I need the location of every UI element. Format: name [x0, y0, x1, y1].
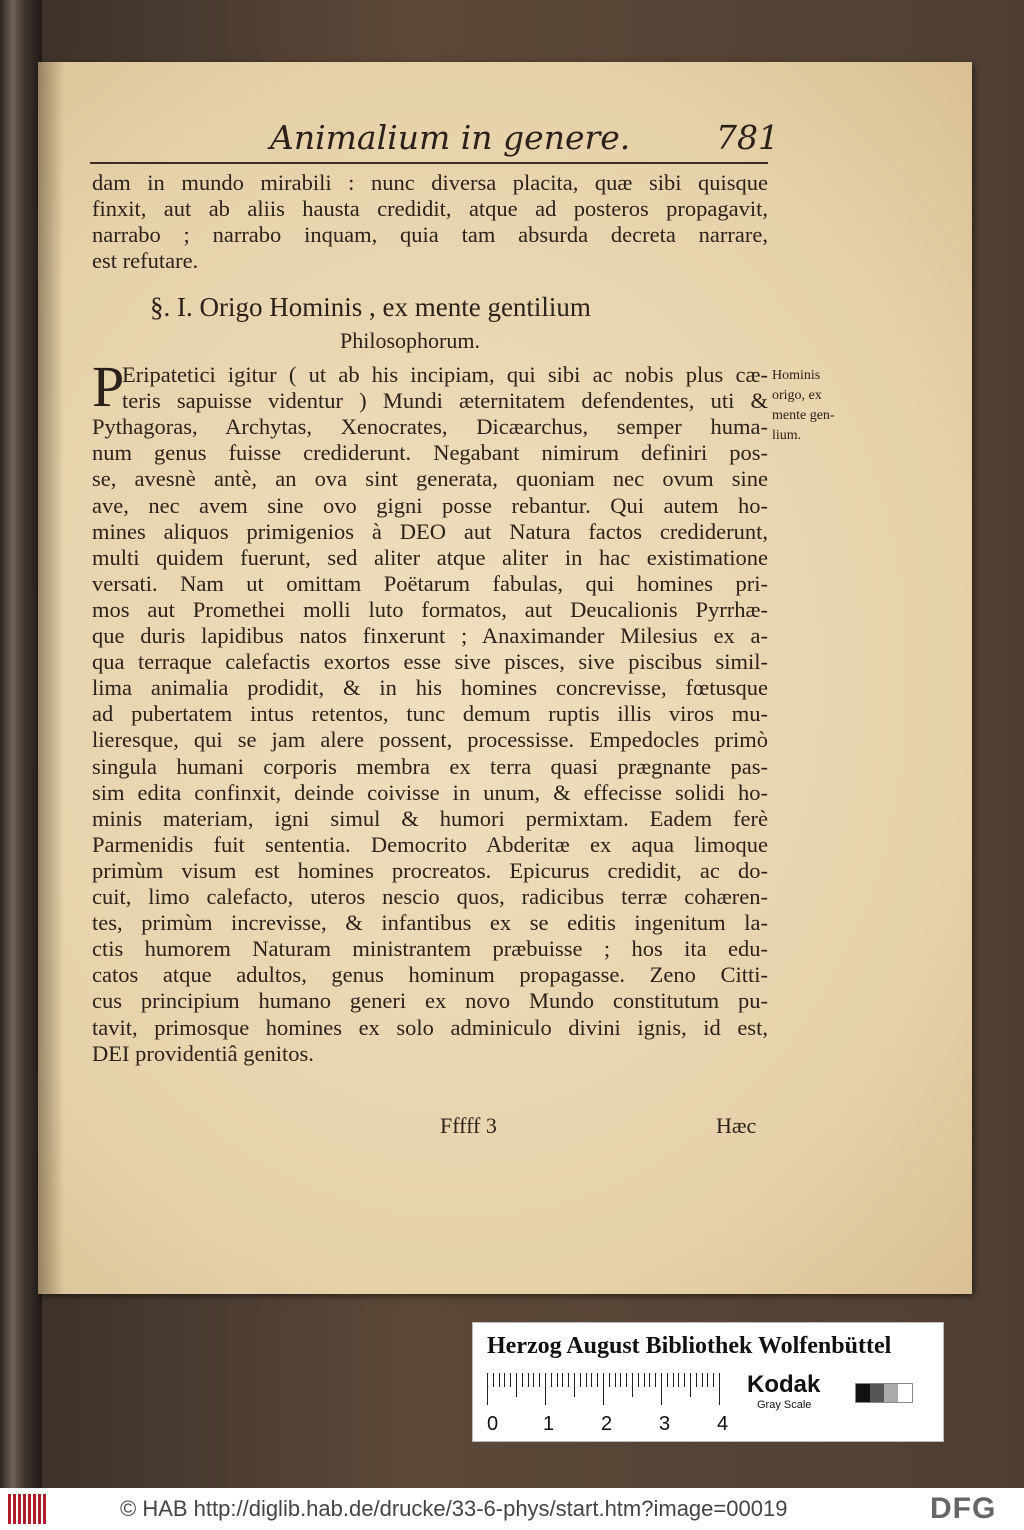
ruler-tick: [615, 1373, 616, 1387]
ruler-tick: [516, 1373, 517, 1397]
calibration-card: [472, 1322, 944, 1442]
ruler-tick: [568, 1373, 569, 1387]
ruler-tick: [510, 1373, 511, 1387]
ruler-tick: [696, 1373, 697, 1387]
body-line: num genus fuisse crediderunt. Negabant nimirum definiri pos-: [92, 440, 768, 466]
gray-scale-label: Gray Scale: [757, 1399, 812, 1411]
body-line: qua terraque calefactis exortos esse sive pisces, sive piscibus simil-: [92, 649, 768, 675]
body-line: se, avesnè antè, an ova sint generata, quoniam nec ovum sine: [92, 466, 768, 492]
body-line: mines aliquos primigenios à DEO aut Natura factos crediderunt,: [92, 518, 768, 544]
hab-logo-bar: [33, 1494, 36, 1524]
ruler-tick: [586, 1373, 587, 1387]
body-line: ctis humorem Naturam ministrantem præbuisse ; hos ita edu-: [92, 936, 768, 962]
body-line: tavit, primosque homines ex solo adminiculo divini ignis, id est,: [92, 1014, 768, 1040]
gray-swatch: [870, 1384, 884, 1402]
ruler-tick: [591, 1373, 592, 1387]
body-line: ad pubertatem intus retentos, tunc demum ruptis illis viros mu-: [92, 701, 768, 727]
body-line: tes, primùm increvisse, & infantibus ex se editis ingenitum la-: [92, 910, 768, 936]
intro-line: finxit, aut ab aliis hausta credidit, atque ad posteros propagavit,: [92, 196, 768, 221]
body-line: lieresque, qui se jam alere possent, processisse. Empedocles primò: [92, 727, 768, 753]
ruler-tick: [562, 1373, 563, 1387]
ruler-tick: [539, 1373, 540, 1387]
ruler-number: 0: [487, 1413, 499, 1435]
body-line: cus principium humano generi ex novo Mundo constitutum pu-: [92, 988, 768, 1014]
ruler-tick: [557, 1373, 558, 1387]
ruler-tick: [609, 1373, 610, 1387]
gray-swatch: [898, 1384, 912, 1402]
ruler-number: 2: [601, 1413, 613, 1435]
hab-logo-bar: [28, 1494, 31, 1524]
ruler-tick: [707, 1373, 708, 1387]
hab-logo-bar: [18, 1494, 21, 1524]
hab-logo-bar: [13, 1494, 16, 1524]
drop-capital: P: [92, 354, 125, 419]
ruler-number: 1: [543, 1413, 555, 1435]
margin-note-line: origo, ex: [772, 388, 822, 403]
ruler-number: 3: [659, 1413, 671, 1435]
ruler-tick: [638, 1373, 639, 1387]
body-line: primùm visum est homines procreatos. Epicurus credidit, ac do-: [92, 857, 768, 883]
kodak-logo: Kodak: [747, 1371, 821, 1398]
body-line: cuit, limo calefacto, uteros nescio quos, radicibus terræ cohæren-: [92, 884, 768, 909]
body-line: multi quidem fuerunt, sed aliter atque aliter in hac existimatione: [92, 544, 768, 570]
ruler-tick: [644, 1373, 645, 1387]
calibration-title: Herzog August Bibliothek Wolfenbüttel: [487, 1333, 892, 1359]
section-subheading: Philosophorum.: [340, 328, 480, 353]
ruler-tick: [690, 1373, 691, 1397]
footer-bar: [0, 1488, 1024, 1530]
ruler-tick: [649, 1373, 650, 1387]
body-line: Pythagoras, Archytas, Xenocrates, Dicæarchus, semper huma-: [92, 414, 768, 440]
gray-swatches: [855, 1383, 913, 1403]
hab-logo-icon: [8, 1494, 48, 1524]
header-rule: [90, 162, 768, 164]
ruler-tick: [533, 1373, 534, 1387]
running-title: Animalium in genere.: [270, 118, 631, 157]
ruler-tick: [667, 1373, 668, 1387]
ruler-tick: [487, 1373, 488, 1405]
ruler-tick: [655, 1373, 656, 1387]
ruler-tick: [684, 1373, 685, 1387]
body-line: lima animalia prodidit, & in his homines concrevisse, fœtusque: [92, 675, 768, 701]
gray-swatch: [856, 1384, 870, 1402]
ruler-tick: [545, 1373, 546, 1405]
hab-logo-bar: [43, 1494, 46, 1524]
body-line: catos atque adultos, genus hominum propagasse. Zeno Citti-: [92, 962, 768, 988]
hab-logo-bar: [23, 1494, 26, 1524]
hab-logo-bar: [8, 1494, 11, 1524]
body-line: ave, nec avem sine ovo gigni posse rebantur. Qui autem ho-: [92, 492, 768, 518]
ruler-tick: [620, 1373, 621, 1387]
ruler-tick: [551, 1373, 552, 1387]
hab-logo-bar: [38, 1494, 41, 1524]
body-line: Parmenidis fuit sententia. Democrito Abderitæ ex aqua limoque: [92, 831, 768, 857]
ruler-tick: [528, 1373, 529, 1387]
margin-note-line: lium.: [772, 428, 802, 443]
running-header: [270, 118, 779, 162]
section-heading: §. I. Origo Hominis , ex mente gentilium: [150, 292, 591, 322]
ruler-tick: [597, 1373, 598, 1387]
catchword: Hæc: [716, 1113, 757, 1138]
margin-note-line: Hominis: [772, 368, 821, 383]
ruler-tick: [702, 1373, 703, 1387]
ruler-tick: [603, 1373, 604, 1405]
body-line: mos aut Promethei molli luto formatos, aut Deucalionis Pyrrhæ-: [92, 596, 768, 622]
body-line: singula humani corporis membra ex terra quasi prægnante pas-: [92, 753, 768, 779]
body-line: teris sapuisse videntur ) Mundi æternitatem defendentes, uti &: [122, 388, 768, 414]
gray-swatch: [884, 1384, 898, 1402]
ruler-tick: [522, 1373, 523, 1387]
ruler-number: 4: [717, 1413, 729, 1435]
ruler-tick: [632, 1373, 633, 1397]
ruler-tick: [499, 1373, 500, 1387]
page-gutter-shadow: [38, 62, 64, 1294]
ruler-tick: [580, 1373, 581, 1387]
ruler-tick: [661, 1373, 662, 1405]
body-line: DEI providentiâ genitos.: [92, 1040, 314, 1066]
body-line: versati. Nam ut omittam Poëtarum fabulas, qui homines pri-: [92, 570, 768, 596]
intro-line: narrabo ; narrabo inquam, quia tam absurda decreta narrare,: [92, 222, 768, 247]
ruler-tick: [713, 1373, 714, 1387]
body-line: minis materiam, igni simul & humori permixtam. Eadem ferè: [92, 805, 768, 831]
intro-line: dam in mundo mirabili : nunc diversa placita, quæ sibi quisque: [92, 170, 768, 195]
body-line: sim edita confinxit, deinde coivisse in unum, & effecisse solidi ho-: [92, 779, 768, 805]
signature-mark: Fffff 3: [440, 1113, 497, 1138]
margin-note-line: mente gen-: [772, 408, 835, 423]
body-line: Eripatetici igitur ( ut ab his incipiam, qui sibi ac nobis plus cæ-: [122, 362, 768, 387]
dfg-logo: DFG: [930, 1492, 997, 1525]
ruler-tick: [504, 1373, 505, 1387]
body-line: que duris lapidibus natos finxerunt ; Anaximander Milesius ex a-: [92, 623, 768, 648]
ruler-tick: [626, 1373, 627, 1387]
intro-line: est refutare.: [92, 248, 199, 273]
ruler-tick: [574, 1373, 575, 1397]
page-number: 781: [716, 118, 779, 157]
ruler-tick: [719, 1373, 720, 1405]
book-edge: [0, 0, 42, 1488]
ruler-tick: [678, 1373, 679, 1387]
measurement-ruler: [487, 1373, 727, 1405]
footer-copyright[interactable]: © HAB http://diglib.hab.de/drucke/33-6-phys/start.htm?image=00019: [120, 1496, 788, 1521]
ruler-tick: [673, 1373, 674, 1387]
ruler-tick: [493, 1373, 494, 1387]
